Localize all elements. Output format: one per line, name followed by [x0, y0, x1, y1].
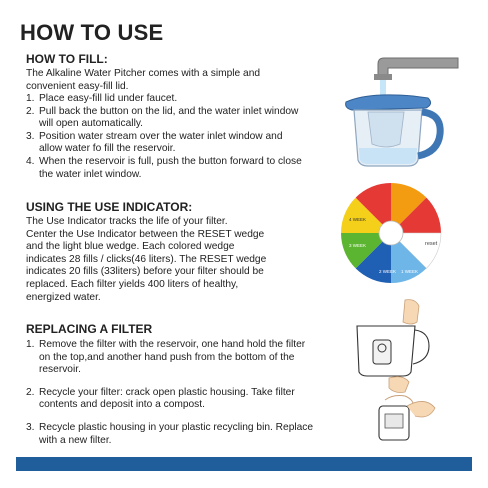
step-number: 2.	[26, 105, 35, 117]
step-line: with a new filter.	[39, 434, 112, 446]
replace-heading: REPLACING A FILTER	[26, 322, 153, 336]
fill-steps	[26, 93, 302, 181]
step-line: Recycle plastic housing in your plastic recycling bin. Replace	[39, 421, 314, 433]
indicator-line: The Use Indicator tracks the life of your filter.	[26, 216, 228, 227]
wheel-label-reset: reset	[425, 241, 438, 247]
indicator-line: and the light blue wedge. Each colored wedge	[26, 241, 235, 253]
replace-step	[26, 339, 313, 377]
indicator-line: Center the Use Indicator between the RESET wedge	[26, 228, 265, 240]
fill-intro	[26, 68, 260, 93]
step-line: reservoir.	[39, 364, 81, 376]
indicator-line: indicates 20 fills (33liters) before your filter should be	[26, 266, 264, 278]
step-line: allow water fo fill the reservoir.	[39, 143, 176, 155]
fill-intro-line: The Alkaline Water Pitcher comes with a simple and	[26, 68, 261, 79]
fill-intro-line: convenient easy-fill lid.	[26, 80, 129, 92]
step-line: contents and deposit into a compost.	[39, 399, 205, 411]
step-line: Position water stream over the water inlet window and	[39, 130, 283, 142]
fill-step	[26, 131, 302, 156]
fill-step	[26, 106, 302, 131]
wheel-hub	[379, 221, 403, 245]
filter-replacement-illustration	[345, 296, 455, 446]
indicator-line: indicates 28 fills / clicks(46 liters). The RESET wedge	[26, 253, 267, 265]
fill-heading: HOW TO FILL:	[26, 52, 108, 66]
replace-steps	[26, 339, 313, 447]
step-line: When the reservoir is full, push the button forward to close	[39, 155, 302, 167]
wheel-label-2-week: 2 WEEK	[379, 269, 397, 274]
replace-step	[26, 422, 313, 447]
step-line: Place easy-fill lid under faucet.	[39, 93, 178, 104]
wheel-label-1-week: 1 WEEK	[401, 269, 419, 274]
step-line: Pull back the button on the lid, and the water inlet window	[39, 105, 299, 117]
use-indicator-wheel	[338, 180, 444, 286]
step-number: 1.	[26, 93, 35, 104]
fill-step	[26, 156, 302, 181]
indicator-line: energized water.	[26, 291, 101, 303]
step-number: 3.	[26, 130, 35, 142]
step-number: 2.	[26, 386, 35, 398]
indicator-line: replaced. Each filter yields 400 liters of healthy,	[26, 278, 239, 290]
wheel-label-3-week: 3 WEEK	[349, 243, 367, 248]
fill-step	[26, 93, 302, 106]
step-line: will open automatically.	[39, 118, 143, 130]
indicator-heading: USING THE USE INDICATOR:	[26, 200, 193, 214]
pitcher-faucet-illustration	[338, 52, 478, 172]
step-line: Remove the filter with the reservoir, one hand hold the filter	[39, 339, 306, 350]
footer-bar	[16, 457, 472, 471]
step-number: 1.	[26, 339, 35, 350]
indicator-text	[26, 216, 266, 304]
step-line: the water inlet window.	[39, 168, 142, 180]
step-number: 4.	[26, 155, 35, 167]
step-line: on the top,and another hand push from the bottom of the	[39, 351, 295, 363]
page-title: HOW TO USE	[20, 20, 164, 45]
wheel-label-4-week: 4 WEEK	[349, 217, 367, 222]
step-number: 3.	[26, 421, 35, 433]
step-line: Recycle your filter: crack open plastic housing. Take filter	[39, 386, 295, 398]
replace-step	[26, 387, 313, 412]
